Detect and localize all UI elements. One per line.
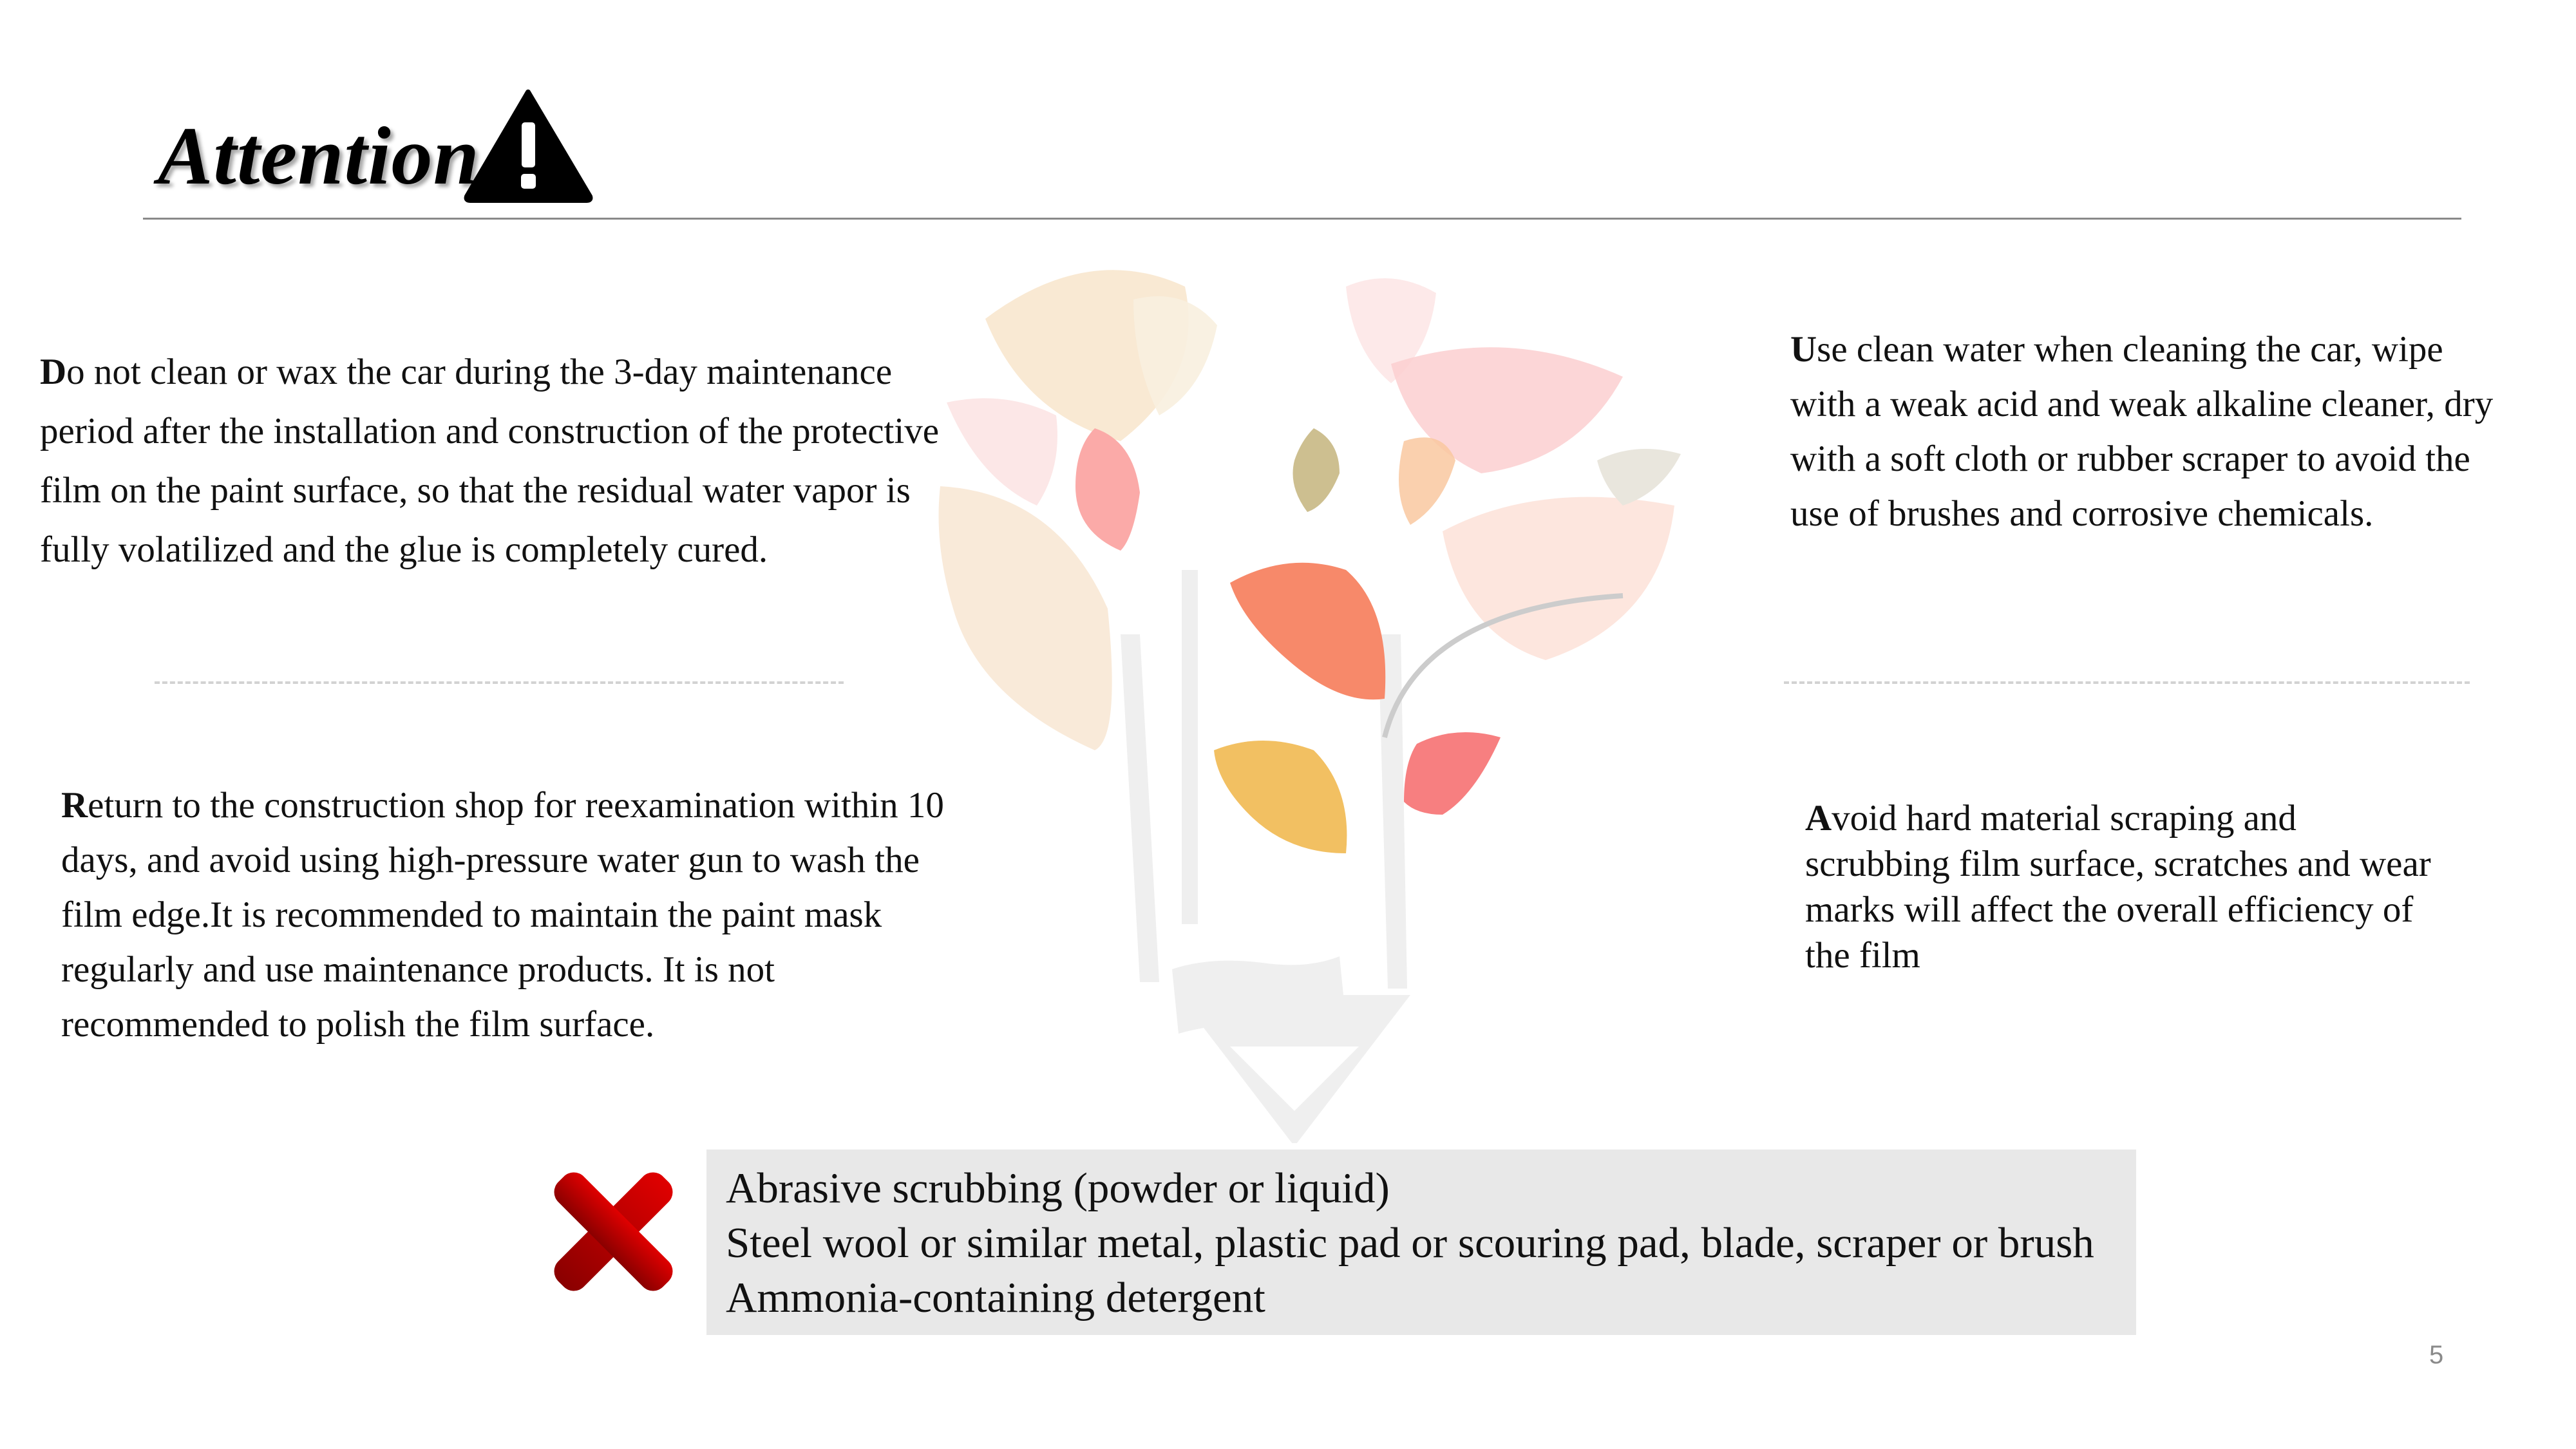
note-lead-letter: A bbox=[1805, 798, 1832, 838]
page-number: 5 bbox=[2429, 1341, 2444, 1369]
red-x-icon bbox=[544, 1162, 683, 1301]
slide-title: Attention bbox=[158, 110, 480, 202]
note-text: eturn to the construction shop for reexamination within 10 days, and avoid using high-pressure water gun to wash the film edge.It is recommended to maintain the paint mask regularly and use maintenance products. It is not recommended to polish the film surface. bbox=[61, 785, 944, 1045]
note-text: se clean water when cleaning the car, wipe with a weak acid and weak alkaline cleaner, dry with a soft cloth or rubber scraper to avoid the use of brushes and corrosive chemicals. bbox=[1790, 329, 2494, 534]
dashed-divider-left bbox=[155, 681, 844, 684]
prohibited-item: Steel wool or similar metal, plastic pad or scouring pad, blade, scraper or brush bbox=[726, 1219, 2094, 1267]
prohibited-item: Ammonia-containing detergent bbox=[726, 1274, 1265, 1321]
note-reexamination bbox=[61, 778, 950, 1052]
note-avoid-scraping bbox=[1805, 795, 2449, 978]
note-text: void hard material scraping and scrubbing film surface, scratches and wear marks will affect the overall efficiency of the film bbox=[1805, 798, 2431, 976]
warning-triangle-icon bbox=[462, 87, 594, 203]
prohibited-item: Abrasive scrubbing (powder or liquid) bbox=[726, 1164, 1390, 1212]
title-divider bbox=[143, 218, 2461, 220]
dashed-divider-right bbox=[1784, 681, 2470, 684]
note-clean-water bbox=[1790, 322, 2512, 541]
leaf-tree-illustration bbox=[927, 248, 1719, 1143]
note-lead-letter: D bbox=[40, 352, 67, 392]
note-lead-letter: U bbox=[1790, 329, 1817, 370]
note-lead-letter: R bbox=[61, 785, 88, 826]
note-text: o not clean or wax the car during the 3-day maintenance period after the installation and construction of the protective film on the paint surface, so that the residual water vapor is fully volatilized and the glue is completely cured. bbox=[40, 352, 940, 570]
note-no-wash-period bbox=[40, 343, 942, 580]
